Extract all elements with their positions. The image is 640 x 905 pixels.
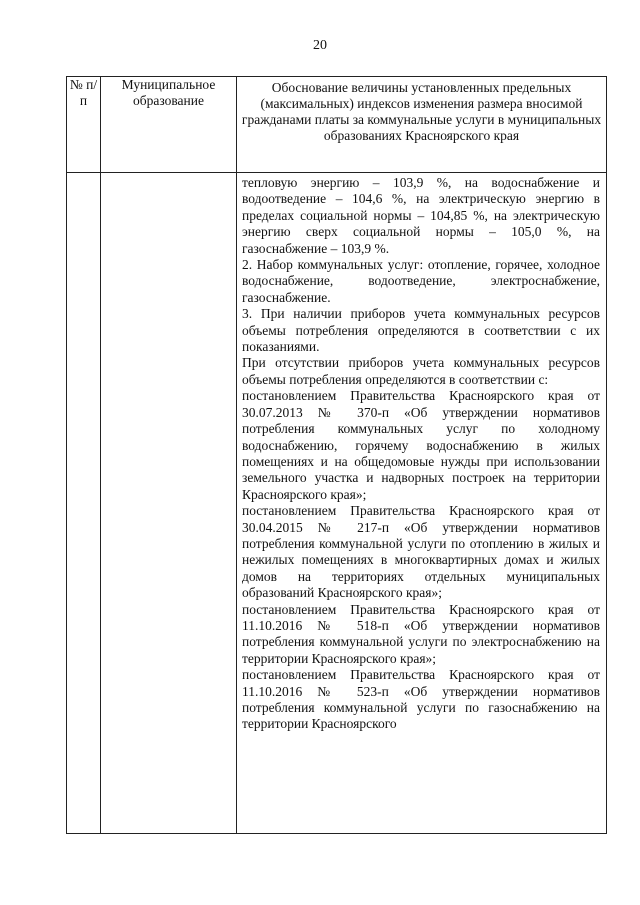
paragraph-resolution-523: постановлением Правительства Красноярского края от 11.10.2016 № 523-п «Об утверждении нормативов потребления коммунальной услуги по газоснабжению на территории Красноярского [242, 667, 600, 732]
header-cell-justification [237, 77, 607, 173]
paragraph-tariffs: тепловую энергию – 103,9 %, на водоснабжение и водоотведение – 104,6 %, на электрическую энергию в пределах социальной нормы – 104,85 %, на электрическую энергию сверх социальной нормы – 105,0 %, на газоснабжение – 103,9 %. [242, 175, 600, 256]
page-number: 20 [313, 38, 327, 53]
paragraph-resolution-217: постановлением Правительства Красноярского края от 30.04.2015 № 217-п «Об утверждении нормативов потребления коммунальной услуги по отоплению в жилых и нежилых помещениях в многоквартирных домах и жилых домов на территориях отдельных муниципальных образований Красноярского края»; [242, 503, 600, 601]
cell-justification [237, 173, 607, 834]
table-header-row [67, 77, 607, 173]
justification-text [237, 173, 606, 733]
cell-number [67, 173, 101, 834]
paragraph-services-set: 2. Набор коммунальных услуг: отопление, горячее, холодное водоснабжение, водоотведение, электроснабжение, газоснабжение. [242, 257, 600, 305]
header-number-label: № п/п [69, 77, 98, 108]
cell-municipality [101, 173, 237, 834]
header-cell-municipality [101, 77, 237, 173]
paragraph-resolution-518: постановлением Правительства Красноярского края от 11.10.2016 № 518-п «Об утверждении нормативов потребления коммунальной услуги по электроснабжению на территории Красноярского края»; [242, 601, 600, 666]
header-cell-number [67, 77, 101, 173]
table-row [67, 173, 607, 834]
header-justification-label: Обоснование величины установленных предельных (максимальных) индексов изменения размера вносимой гражданами платы за коммунальные услуги в муниципальных образованиях Красноярского края [241, 80, 602, 143]
document-table [66, 76, 607, 834]
paragraph-resolution-370: постановлением Правительства Красноярского края от 30.07.2013 № 370-п «Об утверждении нормативов потребления коммунальных услуг по холодному водоснабжению, горячему водоснабжению в жилых помещениях и на общедомовые нужды при использовании земельного участка и надворных построек на территории Красноярского края»; [242, 388, 600, 502]
header-municipality-label: Муниципальное образование [121, 77, 216, 108]
paragraph-meters-present: 3. При наличии приборов учета коммунальных ресурсов объемы потребления определяются в соответствии с их показаниями. [242, 306, 600, 355]
paragraph-meters-absent: При отсутствии приборов учета коммунальных ресурсов объемы потребления определяются в соответствии с: [242, 355, 600, 387]
